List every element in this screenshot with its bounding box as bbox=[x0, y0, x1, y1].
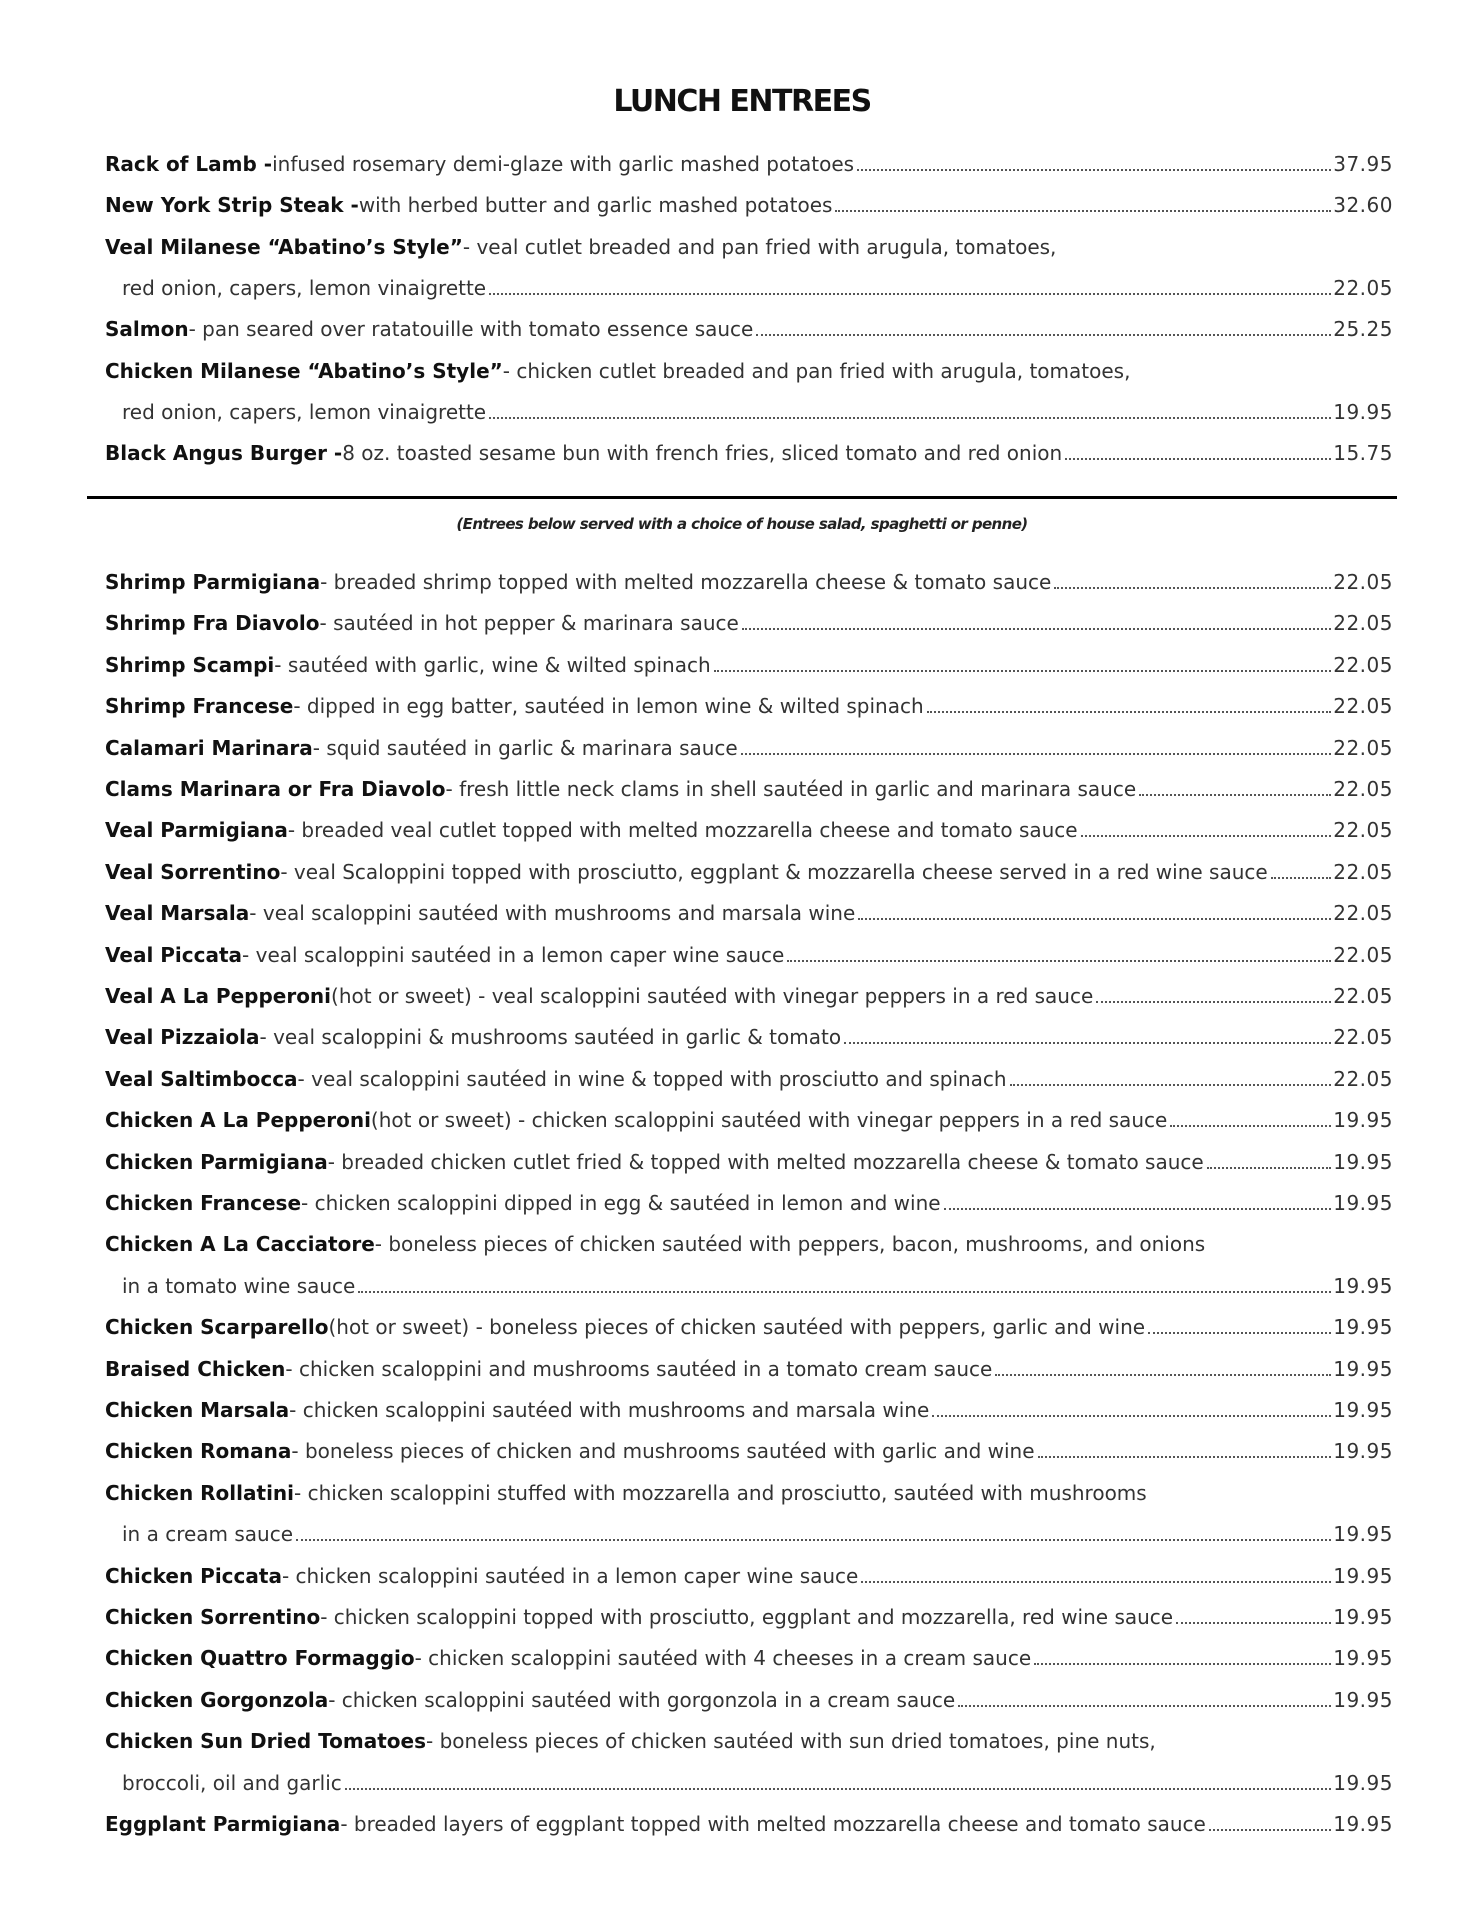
menu-item bbox=[105, 560, 1393, 594]
dot-leader bbox=[741, 752, 1332, 755]
dot-leader bbox=[932, 1414, 1331, 1417]
item-description: - boneless pieces of chicken sautéed with sun dried tomatoes, pine nuts, bbox=[426, 1729, 1156, 1754]
item-price: 19.95 bbox=[1333, 399, 1393, 424]
item-price: 22.05 bbox=[1333, 570, 1393, 594]
dot-leader bbox=[714, 669, 1332, 672]
dot-leader bbox=[844, 1041, 1331, 1044]
menu-item bbox=[105, 726, 1393, 760]
menu-item bbox=[105, 684, 1393, 718]
menu-item bbox=[105, 767, 1393, 801]
menu-item bbox=[105, 349, 1393, 383]
dot-leader bbox=[1096, 1000, 1331, 1003]
item-price: 19.95 bbox=[1333, 1315, 1393, 1340]
menu-item bbox=[105, 1554, 1393, 1588]
item-price: 19.95 bbox=[1333, 1812, 1393, 1836]
dot-leader bbox=[944, 1207, 1332, 1210]
menu-item bbox=[105, 1595, 1393, 1629]
item-price: 19.95 bbox=[1333, 1356, 1393, 1381]
item-description: - chicken cutlet breaded and pan fried with arugula, tomatoes, bbox=[502, 358, 1131, 383]
item-price: 22.05 bbox=[1333, 859, 1393, 884]
item-description: in a cream sauce bbox=[122, 1522, 294, 1547]
item-description: red onion, capers, lemon vinaigrette bbox=[122, 275, 487, 300]
item-name: Shrimp Francese bbox=[105, 694, 294, 719]
item-name: Black Angus Burger - bbox=[105, 441, 343, 466]
item-name: Veal Pizzaiola bbox=[105, 1025, 260, 1050]
dot-leader bbox=[787, 959, 1331, 962]
item-description: - chicken scaloppini sautéed with mushrooms and marsala wine bbox=[289, 1398, 930, 1422]
item-name: Chicken Sun Dried Tomatoes bbox=[105, 1729, 426, 1754]
item-description: - chicken scaloppini and mushrooms sautéed in a tomato cream sauce bbox=[285, 1356, 993, 1381]
item-price: 37.95 bbox=[1333, 152, 1393, 176]
item-name: Calamari Marinara bbox=[105, 735, 313, 760]
item-price: 19.95 bbox=[1333, 1522, 1393, 1547]
item-name: Chicken Quattro Formaggio bbox=[105, 1646, 415, 1671]
item-name: Salmon bbox=[105, 317, 189, 342]
item-description: - chicken scaloppini sautéed with 4 cheeses in a cream sauce bbox=[414, 1646, 1032, 1671]
item-name: Chicken A La Pepperoni bbox=[105, 1108, 371, 1133]
item-description: - breaded chicken cutlet fried & topped with melted mozzarella cheese & tomato sauce bbox=[327, 1149, 1204, 1174]
item-price: 22.05 bbox=[1333, 818, 1393, 843]
menu-item bbox=[105, 1140, 1393, 1174]
item-price: 22.05 bbox=[1333, 777, 1393, 801]
item-description: - chicken scaloppini stuffed with mozzarella and prosciutto, sautéed with mushrooms bbox=[294, 1480, 1147, 1505]
menu-item-continuation bbox=[105, 1264, 1393, 1298]
item-description: - veal scaloppini sautéed in wine & topped with prosciutto and spinach bbox=[297, 1066, 1007, 1091]
menu-item bbox=[105, 431, 1393, 465]
item-description: - dipped in egg batter, sautéed in lemon wine & wilted spinach bbox=[293, 694, 924, 719]
page-title: LUNCH ENTREES bbox=[613, 84, 871, 119]
dot-leader bbox=[927, 710, 1332, 713]
menu-item bbox=[105, 225, 1393, 259]
menu-item bbox=[105, 1388, 1393, 1422]
item-name: Chicken Rollatini bbox=[105, 1480, 295, 1505]
item-name: Shrimp Parmigiana bbox=[105, 570, 321, 594]
item-name: Veal Saltimbocca bbox=[105, 1066, 298, 1091]
dot-leader bbox=[1034, 1662, 1331, 1665]
item-name: Chicken Sorrentino bbox=[105, 1605, 321, 1629]
item-description: - chicken scaloppini topped with prosciutto, eggplant and mozzarella, red wine sauce bbox=[320, 1605, 1174, 1629]
served-with-note: (Entrees below served with a choice of house salad, spaghetti or penne) bbox=[456, 515, 1028, 533]
item-price: 19.95 bbox=[1333, 1605, 1393, 1629]
item-description: - sautéed in hot pepper & marinara sauce bbox=[319, 611, 739, 636]
item-description: - veal scaloppini sautéed with mushrooms and marsala wine bbox=[249, 901, 856, 926]
menu-item bbox=[105, 142, 1393, 176]
dot-leader bbox=[958, 1704, 1331, 1707]
item-description: - breaded veal cutlet topped with melted mozzarella cheese and tomato sauce bbox=[287, 818, 1078, 843]
menu-item-continuation bbox=[105, 266, 1393, 300]
dot-leader bbox=[296, 1538, 1331, 1541]
item-price: 19.95 bbox=[1333, 1398, 1393, 1422]
item-description: - fresh little neck clams in shell sautéed in garlic and marinara sauce bbox=[445, 777, 1137, 801]
section-divider bbox=[87, 496, 1397, 499]
item-description: infused rosemary demi-glaze with garlic mashed potatoes bbox=[272, 152, 855, 176]
item-price: 22.05 bbox=[1333, 275, 1393, 300]
item-description: - chicken scaloppini sautéed with gorgonzola in a cream sauce bbox=[328, 1687, 956, 1712]
item-name: Veal Marsala bbox=[105, 901, 250, 926]
item-price: 25.25 bbox=[1333, 317, 1393, 342]
menu-item bbox=[105, 933, 1393, 967]
item-name: Chicken Piccata bbox=[105, 1563, 282, 1588]
item-description: - veal cutlet breaded and pan fried with arugula, tomatoes, bbox=[462, 234, 1057, 259]
menu-item bbox=[105, 1429, 1393, 1463]
menu-item bbox=[105, 1098, 1393, 1132]
item-description: with herbed butter and garlic mashed potatoes bbox=[358, 193, 833, 218]
item-description: - veal scaloppini sautéed in a lemon caper wine sauce bbox=[242, 942, 785, 967]
dot-leader bbox=[756, 333, 1331, 336]
menu-item bbox=[105, 1719, 1393, 1753]
item-name: Clams Marinara or Fra Diavolo bbox=[105, 777, 446, 801]
menu-item bbox=[105, 1015, 1393, 1049]
dot-leader bbox=[1038, 1455, 1332, 1458]
dot-leader bbox=[857, 168, 1331, 171]
item-description: - chicken scaloppini dipped in egg & sautéed in lemon and wine bbox=[301, 1191, 941, 1215]
dot-leader bbox=[861, 1580, 1331, 1583]
item-name: Veal Sorrentino bbox=[105, 859, 281, 884]
item-name: Braised Chicken bbox=[105, 1356, 286, 1381]
item-description: red onion, capers, lemon vinaigrette bbox=[122, 399, 487, 424]
item-name: Chicken Parmigiana bbox=[105, 1149, 328, 1174]
dot-leader bbox=[1081, 834, 1332, 837]
menu-item bbox=[105, 1471, 1393, 1505]
menu-item bbox=[105, 1181, 1393, 1215]
item-description: - veal Scaloppini topped with prosciutto, eggplant & mozzarella cheese served in a red wine sauce bbox=[280, 859, 1268, 884]
item-price: 22.05 bbox=[1333, 901, 1393, 926]
menu-item bbox=[105, 891, 1393, 925]
item-description: (hot or sweet) - veal scaloppini sautéed with vinegar peppers in a red sauce bbox=[331, 984, 1094, 1008]
item-name: Rack of Lamb - bbox=[105, 152, 273, 176]
item-description: - boneless pieces of chicken and mushrooms sautéed with garlic and wine bbox=[291, 1439, 1035, 1464]
menu-item bbox=[105, 808, 1393, 842]
dot-leader bbox=[1207, 1166, 1332, 1169]
item-description: - chicken scaloppini sautéed in a lemon caper wine sauce bbox=[281, 1563, 859, 1588]
item-price: 22.05 bbox=[1333, 1025, 1393, 1050]
item-description: in a tomato wine sauce bbox=[122, 1273, 356, 1298]
item-price: 22.05 bbox=[1333, 735, 1393, 760]
menu-item bbox=[105, 643, 1393, 677]
item-price: 19.95 bbox=[1333, 1108, 1393, 1133]
menu-item-continuation bbox=[105, 1761, 1393, 1795]
menu-item bbox=[105, 1057, 1393, 1091]
item-name: Chicken Scarparello bbox=[105, 1315, 329, 1340]
dot-leader bbox=[489, 416, 1331, 419]
item-price: 19.95 bbox=[1333, 1149, 1393, 1174]
menu-item bbox=[105, 1678, 1393, 1712]
menu-item bbox=[105, 850, 1393, 884]
dot-leader bbox=[1148, 1331, 1331, 1334]
dot-leader bbox=[1010, 1083, 1332, 1086]
menu-item bbox=[105, 1636, 1393, 1670]
menu-item bbox=[105, 1347, 1393, 1381]
item-name: Shrimp Fra Diavolo bbox=[105, 611, 320, 636]
item-name: Chicken Romana bbox=[105, 1439, 292, 1464]
item-name: Chicken Marsala bbox=[105, 1398, 290, 1422]
item-name: Eggplant Parmigiana bbox=[105, 1812, 341, 1836]
dot-leader bbox=[1271, 876, 1332, 879]
item-price: 22.05 bbox=[1333, 942, 1393, 967]
item-price: 22.05 bbox=[1333, 611, 1393, 636]
dot-leader bbox=[1176, 1621, 1331, 1624]
item-price: 22.05 bbox=[1333, 984, 1393, 1008]
dot-leader bbox=[1170, 1124, 1331, 1127]
dot-leader bbox=[858, 917, 1331, 920]
item-price: 19.95 bbox=[1333, 1191, 1393, 1215]
dot-leader bbox=[995, 1373, 1331, 1376]
item-description: - breaded shrimp topped with melted mozzarella cheese & tomato sauce bbox=[320, 570, 1052, 594]
item-price: 19.95 bbox=[1333, 1273, 1393, 1298]
item-name: New York Strip Steak - bbox=[105, 193, 359, 218]
menu-item-continuation bbox=[105, 390, 1393, 424]
menu-item bbox=[105, 307, 1393, 341]
item-name: Veal Parmigiana bbox=[105, 818, 288, 843]
menu-item bbox=[105, 601, 1393, 635]
dot-leader bbox=[835, 209, 1331, 212]
item-price: 19.95 bbox=[1333, 1770, 1393, 1795]
item-description: - squid sautéed in garlic & marinara sauce bbox=[312, 735, 738, 760]
dot-leader bbox=[1054, 586, 1331, 589]
menu-item bbox=[105, 1305, 1393, 1339]
item-description: - sautéed with garlic, wine & wilted spinach bbox=[274, 652, 711, 677]
item-price: 22.05 bbox=[1333, 694, 1393, 719]
item-description: (hot or sweet) - chicken scaloppini sautéed with vinegar peppers in a red sauce bbox=[370, 1108, 1168, 1133]
dot-leader bbox=[489, 292, 1331, 295]
item-price: 32.60 bbox=[1333, 193, 1393, 218]
menu-item-continuation bbox=[105, 1512, 1393, 1546]
item-description: - boneless pieces of chicken sautéed with peppers, bacon, mushrooms, and onions bbox=[374, 1232, 1206, 1257]
item-description: - breaded layers of eggplant topped with melted mozzarella cheese and tomato sauce bbox=[340, 1812, 1206, 1836]
menu-item bbox=[105, 183, 1393, 217]
dot-leader bbox=[358, 1290, 1331, 1293]
item-name: Chicken A La Cacciatore bbox=[105, 1232, 375, 1257]
item-description: 8 oz. toasted sesame bun with french fries, sliced tomato and red onion bbox=[342, 441, 1063, 466]
item-price: 19.95 bbox=[1333, 1439, 1393, 1464]
item-price: 22.05 bbox=[1333, 1066, 1393, 1091]
item-price: 15.75 bbox=[1333, 441, 1393, 466]
menu-item bbox=[105, 974, 1393, 1008]
item-price: 19.95 bbox=[1333, 1563, 1393, 1588]
dot-leader bbox=[1065, 457, 1331, 460]
item-name: Chicken Francese bbox=[105, 1191, 302, 1215]
menu-item bbox=[105, 1802, 1393, 1836]
item-name: Chicken Gorgonzola bbox=[105, 1687, 329, 1712]
dot-leader bbox=[345, 1787, 1331, 1790]
menu-item bbox=[105, 1222, 1393, 1256]
item-description: - veal scaloppini & mushrooms sautéed in garlic & tomato bbox=[259, 1025, 842, 1050]
item-name: Veal Piccata bbox=[105, 942, 243, 967]
item-price: 19.95 bbox=[1333, 1687, 1393, 1712]
dot-leader bbox=[1139, 793, 1331, 796]
item-name: Chicken Milanese “Abatino’s Style” bbox=[105, 358, 503, 383]
item-name: Veal Milanese “Abatino’s Style” bbox=[105, 234, 463, 259]
item-price: 19.95 bbox=[1333, 1646, 1393, 1671]
item-description: broccoli, oil and garlic bbox=[122, 1770, 342, 1795]
dot-leader bbox=[742, 627, 1331, 630]
item-name: Shrimp Scampi bbox=[105, 652, 275, 677]
dot-leader bbox=[1209, 1828, 1331, 1831]
item-description: - pan seared over ratatouille with tomato essence sauce bbox=[188, 317, 754, 342]
item-name: Veal A La Pepperoni bbox=[105, 984, 332, 1008]
item-description: (hot or sweet) - boneless pieces of chicken sautéed with peppers, garlic and wine bbox=[328, 1315, 1146, 1340]
item-price: 22.05 bbox=[1333, 652, 1393, 677]
